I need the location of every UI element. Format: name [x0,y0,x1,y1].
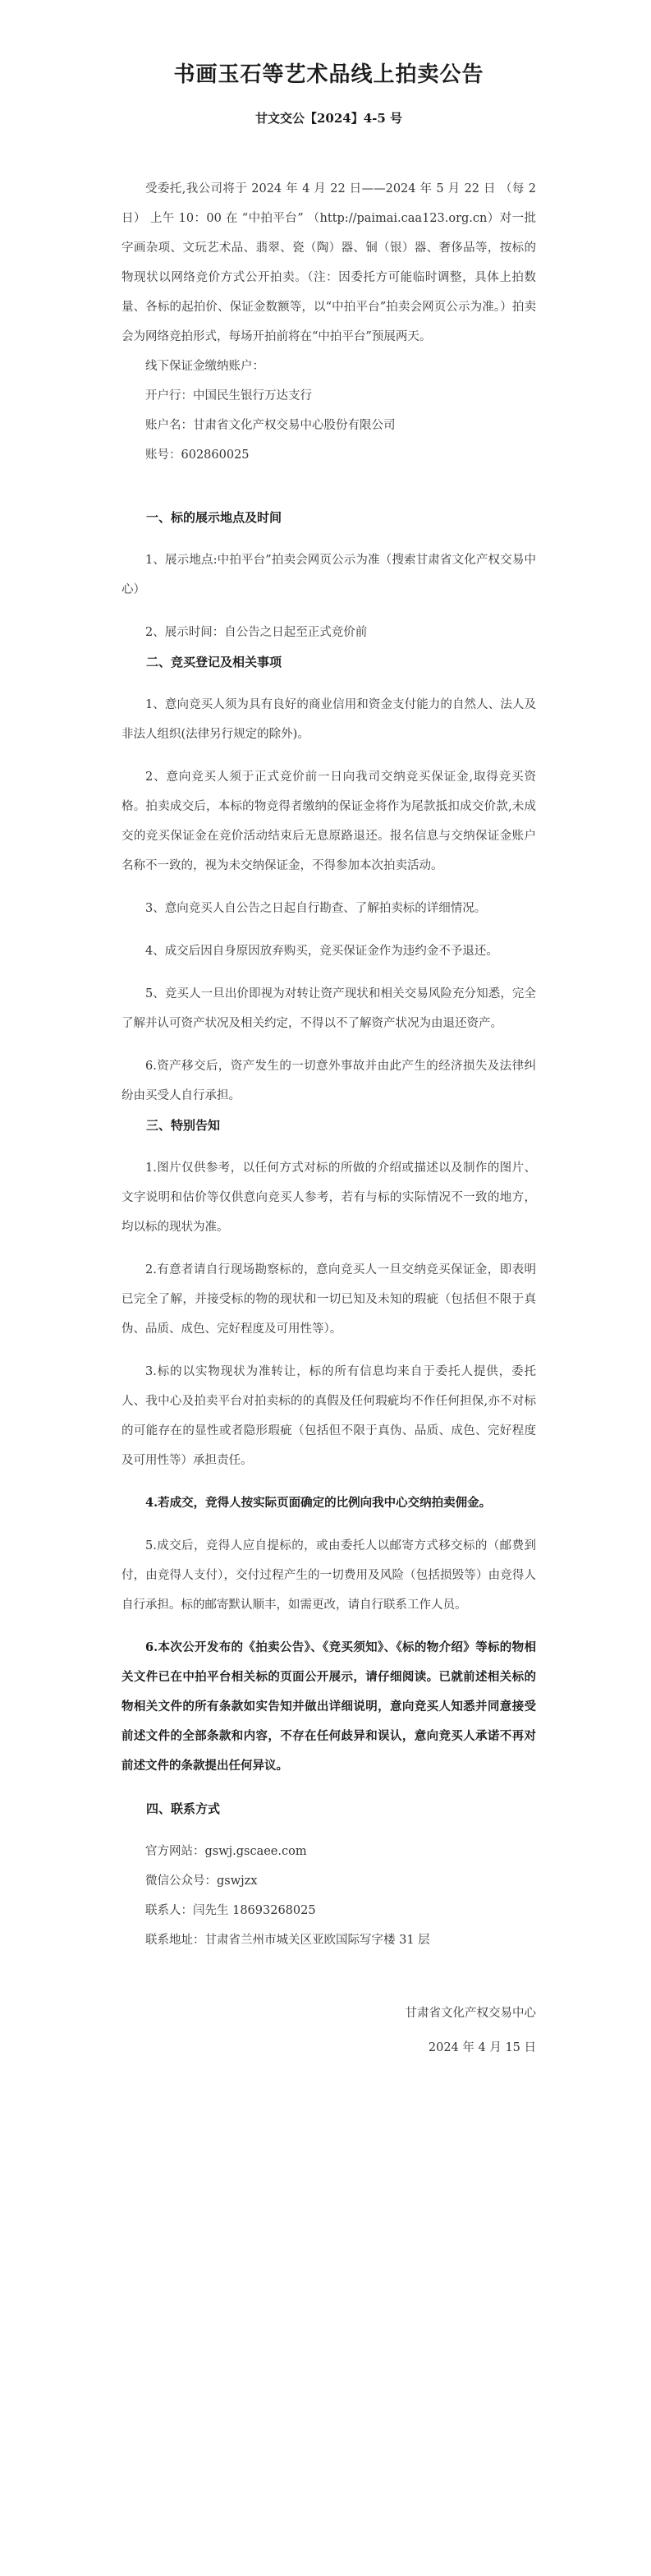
document-number: 甘文交公【2024】4-5 号 [254,111,403,126]
contact-person: 联系人：闫先生 18693268025 [145,1904,316,1917]
notice-item-1: 1.图片仅供参考，以任何方式对标的所做的介绍或描述以及制作的图片、文字说明和估价等仅供意向竞买人参考，若有与标的实际情况不一致的地方，均以标的现状为准。 [121,1162,536,1234]
notice-item-2: 2.有意者请自行现场勘察标的，意向竞买人一旦交纳竞买保证金，即表明已完全了解，并接受标的物的现状和一切已知及未知的瑕疵（包括但不限于真伪、品质、成色、完好程度及可用性等）。 [121,1263,536,1336]
contact-wechat: 微信公众号：gswjzx [145,1874,258,1888]
account-number: 账号：602860025 [145,448,250,462]
notice-item-4: 4.若成交，竞得人按实际页面确定的比例向我中心交纳拍卖佣金。 [145,1496,492,1510]
account-name: 账户名：甘肃省文化产权交易中心股份有限公司 [145,419,396,432]
section-heading-display: 一、标的展示地点及时间 [146,510,282,525]
contact-website: 官方网站：gswj.gscaee.com [145,1845,307,1858]
registration-item-3: 3、意向竞买人自公告之日起自行勘查、了解拍卖标的详细情况。 [145,902,487,915]
registration-item-2: 2、意向竞买人须于正式竞价前一日向我司交纳竞买保证金,取得竞买资格。拍卖成交后，本标的物竞得者缴纳的保证金将作为尾款抵扣成交价款,未成交的竞买保证金在竞价活动结束后无息原路退还。报名信息与交纳保证金账户名称不一致的，视为未交纳保证金，不得参加本次拍卖活动。 [121,770,536,872]
bank-name: 开户行：中国民生银行万达支行 [145,389,312,402]
signature-date: 2024 年 4 月 15 日 [428,2041,536,2054]
registration-item-5: 5、竞买人一旦出价即视为对转让资产现状和相关交易风险充分知悉，完全了解并认可资产状况及相关约定，不得以不了解资产状况为由退还资产。 [121,987,536,1030]
signature-organization: 甘肃省文化产权交易中心 [405,2007,536,2020]
notice-item-5: 5.成交后，竞得人应自提标的，或由委托人以邮寄方式移交标的（邮费到付，由竞得人支付），交付过程产生的一切费用及风险（包括损毁等）由竞得人自行承担。标的邮寄默认顺丰，如需更改，请自行联系工作人员。 [121,1539,536,1612]
page-title: 书画玉石等艺术品线上拍卖公告 [173,62,484,87]
deposit-header: 线下保证金缴纳账户： [145,360,264,373]
display-location: 1、展示地点:中拍平台”拍卖会网页公示为准（搜索甘肃省文化产权交易中心） [121,554,536,596]
notice-item-3: 3.标的以实物现状为准转让，标的所有信息均来自于委托人提供，委托人、我中心及拍卖平台对拍卖标的的真假及任何瑕疵均不作任何担保,亦不对标的可能存在的显性或者隐形瑕疵（包括但不限于真伪、品质、成色、完好程度及可用性等）承担责任。 [121,1365,536,1467]
registration-item-4: 4、成交后因自身原因放弃购买，竞买保证金作为违约金不予退还。 [145,945,498,958]
registration-item-6: 6.资产移交后，资产发生的一切意外事故并由此产生的经济损失及法律纠纷由买受人自行承担。 [121,1060,536,1102]
notice-item-6: 6.本次公开发布的《拍卖公告》、《竞买须知》、《标的物介绍》等标的物相关文件已在中拍平台相关标的页面公开展示，请仔细阅读。已就前述相关标的物相关文件的所有条款如实告知并做出详细说明，意向竞买人知悉并同意接受前述文件的全部条款和内容，不存在任何歧异和误认，意向竞买人承诺不再对前述文件的条款提出任何异议。 [121,1640,536,1773]
section-heading-contact: 四、联系方式 [146,1801,221,1816]
intro-paragraph: 受委托,我公司将于 2024 年 4 月 22 日——2024 年 5 月 22 日 （每 2 日） 上午 10：00 在 “中拍平台” （http://paimai.caa123.org.cn）对一批字画杂项、文玩艺术品、翡翠、瓷（陶）器、铜（银）器、奢侈品等，按标的物现状以网络竞价方式公开拍卖。（注：因委托方可能临时调整，具体上拍数量、各标的起拍价、保证金数额等，以“中拍平台”拍卖会网页公示为准。）拍卖会为网络竞拍形式，每场开拍前将在“中拍平台”预展两天。 [121,182,536,343]
registration-item-1: 1、意向竞买人须为具有良好的商业信用和资金支付能力的自然人、法人及非法人组织(法律另行规定的除外)。 [121,698,536,741]
display-time: 2、展示时间：自公告之日起至正式竞价前 [145,626,368,639]
contact-address: 联系地址：甘肃省兰州市城关区亚欧国际写字楼 31 层 [145,1934,430,1947]
section-heading-notice: 三、特别告知 [146,1118,221,1133]
section-heading-registration: 二、竞买登记及相关事项 [146,655,282,669]
